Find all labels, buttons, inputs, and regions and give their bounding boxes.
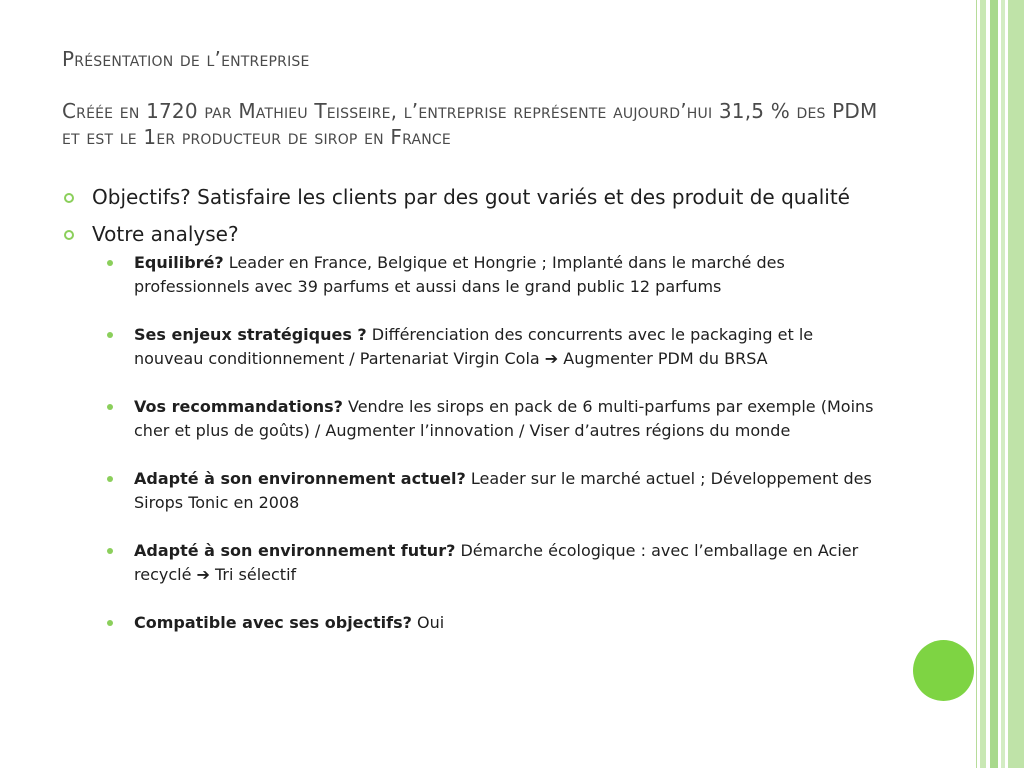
slide-title [62, 46, 892, 150]
dot-bullet-icon [107, 404, 113, 410]
stripe [980, 0, 986, 768]
sub-bullet-environnement-actuel: Adapté à son environnement actuel? Leader sur le marché actuel ; Développement des Sirops Tonic en 2008 [62, 467, 874, 515]
sub-bullet-enjeux: Ses enjeux stratégiques ? Différenciation des concurrents avec le packaging et le nouveau conditionnement / Partenariat Virgin Cola ➔ Augmenter PDM du BRSA [62, 323, 874, 371]
sub-bullet-recommandations: Vos recommandations? Vendre les sirops en pack de 6 multi-parfums par exemple (Moins cher et plus de goûts) / Augmenter l’innovation / Viser d’autres régions du monde [62, 395, 874, 443]
title-line-1: Présentation de l’entreprise [62, 47, 310, 71]
stripe [990, 0, 998, 768]
dot-bullet-icon [107, 260, 113, 266]
ring-bullet-icon [64, 230, 74, 240]
dot-bullet-icon [107, 332, 113, 338]
decorative-circle [913, 640, 974, 701]
stripe [1001, 0, 1005, 768]
title-line-2: Créée en 1720 par Mathieu Teisseire, l’entreprise représente aujourd’hui 31,5 % des PDM et est le 1er producteur de sirop en France [62, 99, 878, 149]
bullet-objectifs: Objectifs? Satisfaire les clients par des gout variés et des produit de qualité [62, 185, 882, 210]
sub-bullet-compatible: Compatible avec ses objectifs? Oui [62, 611, 874, 635]
slide-content [62, 185, 882, 659]
dot-bullet-icon [107, 620, 113, 626]
sub-bullet-environnement-futur: Adapté à son environnement futur? Démarche écologique : avec l’emballage en Acier recyclé ➔ Tri sélectif [62, 539, 874, 587]
sub-bullet-equilibre: Equilibré? Leader en France, Belgique et Hongrie ; Implanté dans le marché des professionnels avec 39 parfums et aussi dans le grand public 12 parfums [62, 251, 874, 299]
bullet-analyse: Votre analyse? [62, 222, 882, 247]
decorative-stripes [976, 0, 1024, 768]
ring-bullet-icon [64, 193, 74, 203]
stripe [1008, 0, 1024, 768]
dot-bullet-icon [107, 476, 113, 482]
stripe [976, 0, 977, 768]
dot-bullet-icon [107, 548, 113, 554]
